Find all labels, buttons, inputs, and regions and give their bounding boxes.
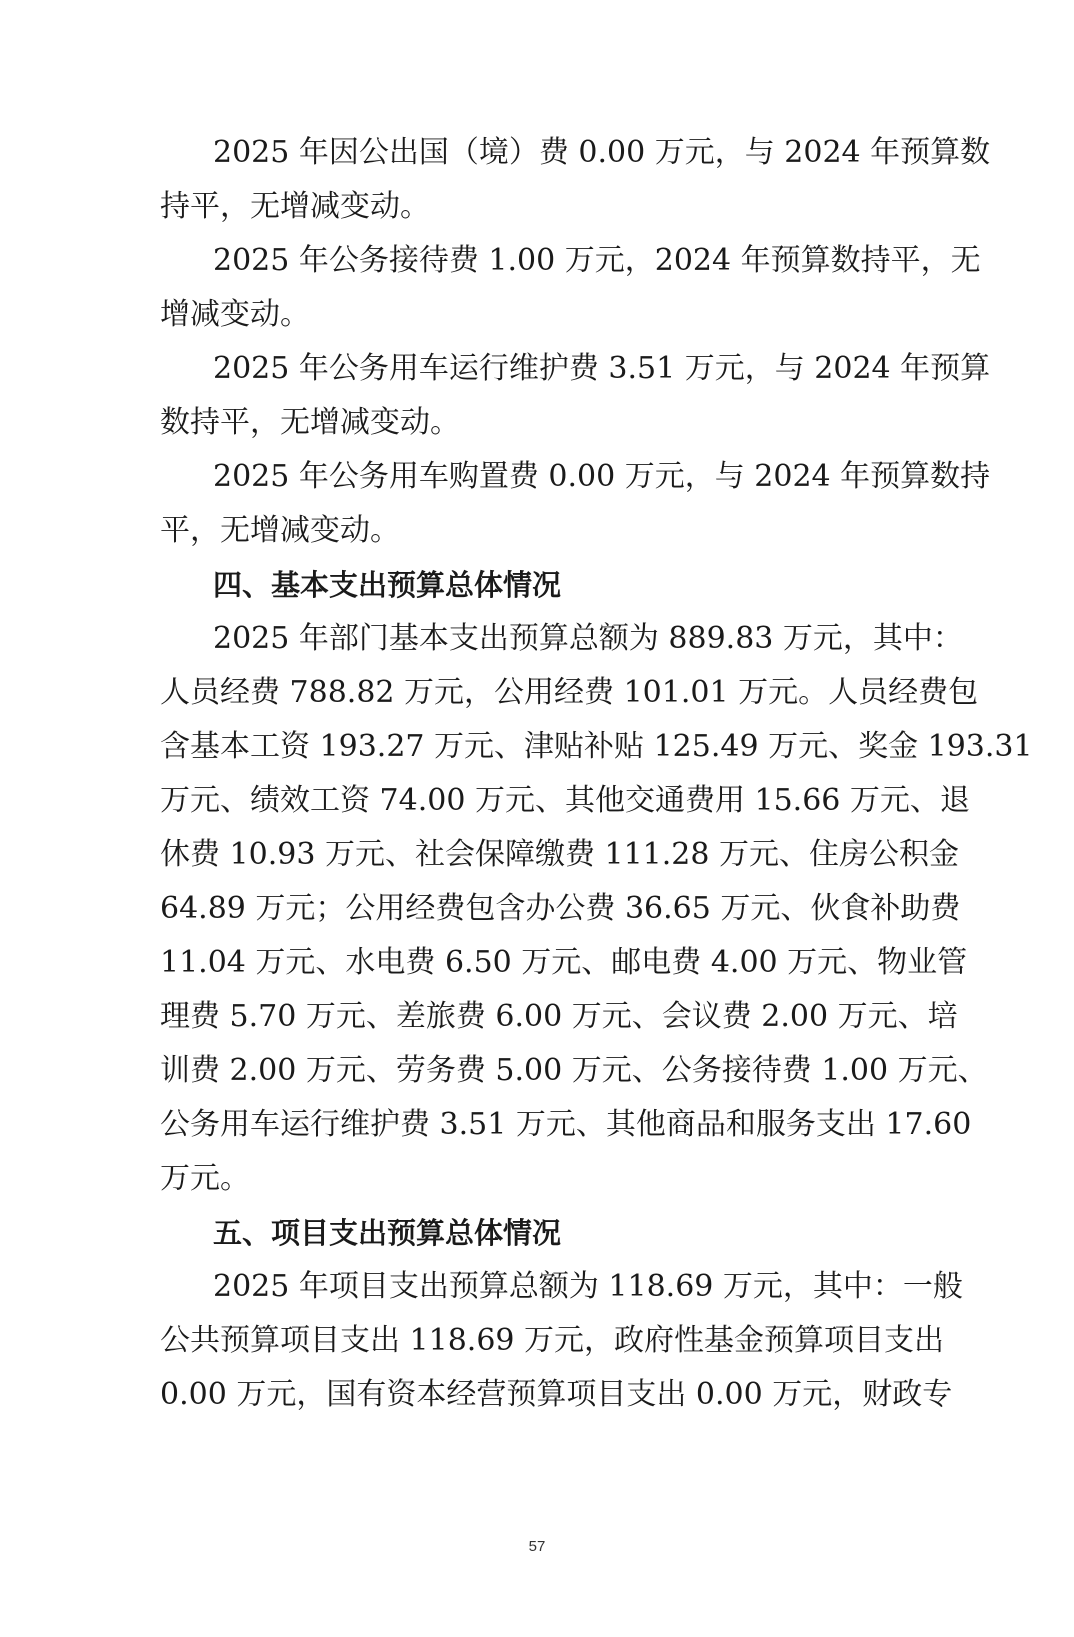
paragraph-line: 0.00 万元，国有资本经营预算项目支出 0.00 万元，财政专 bbox=[160, 1377, 953, 1412]
paragraph-line: 休费 10.93 万元、社会保障缴费 111.28 万元、住房公积金 bbox=[160, 837, 959, 872]
paragraph-line: 训费 2.00 万元、劳务费 5.00 万元、公务接待费 1.00 万元、 bbox=[160, 1053, 988, 1088]
section-heading: 四、基本支出预算总体情况 bbox=[213, 568, 562, 602]
page-number: 57 bbox=[528, 1538, 546, 1555]
paragraph-line: 含基本工资 193.27 万元、津贴补贴 125.49 万元、奖金 193.31 bbox=[160, 729, 1033, 764]
paragraph-line: 万元、绩效工资 74.00 万元、其他交通费用 15.66 万元、退 bbox=[160, 783, 970, 818]
paragraph-line: 11.04 万元、水电费 6.50 万元、邮电费 4.00 万元、物业管 bbox=[160, 945, 968, 980]
paragraph-line: 万元。 bbox=[160, 1161, 250, 1196]
paragraph-line: 公务用车运行维护费 3.51 万元、其他商品和服务支出 17.60 bbox=[160, 1107, 972, 1142]
paragraph-line: 理费 5.70 万元、差旅费 6.00 万元、会议费 2.00 万元、培 bbox=[160, 999, 958, 1034]
paragraph-line: 数持平，无增减变动。 bbox=[160, 405, 460, 440]
paragraph-line: 人员经费 788.82 万元，公用经费 101.01 万元。人员经费包 bbox=[160, 675, 979, 710]
paragraph-line: 64.89 万元；公用经费包含办公费 36.65 万元、伙食补助费 bbox=[160, 891, 961, 926]
paragraph-line: 增减变动。 bbox=[160, 297, 310, 332]
paragraph-line: 2025 年部门基本支出预算总额为 889.83 万元，其中： bbox=[213, 621, 963, 656]
paragraph-line: 公共预算项目支出 118.69 万元，政府性基金预算项目支出 bbox=[160, 1323, 945, 1358]
section-heading: 五、项目支出预算总体情况 bbox=[213, 1216, 562, 1250]
paragraph-line: 平，无增减变动。 bbox=[160, 513, 400, 548]
paragraph-line: 2025 年公务用车购置费 0.00 万元，与 2024 年预算数持 bbox=[213, 459, 991, 494]
paragraph-line: 2025 年公务接待费 1.00 万元，2024 年预算数持平，无 bbox=[213, 243, 981, 278]
paragraph-line: 持平，无增减变动。 bbox=[160, 189, 430, 224]
paragraph-line: 2025 年公务用车运行维护费 3.51 万元，与 2024 年预算 bbox=[213, 351, 991, 386]
paragraph-line: 2025 年项目支出预算总额为 118.69 万元，其中：一般 bbox=[213, 1269, 963, 1304]
paragraph-line: 2025 年因公出国（境）费 0.00 万元，与 2024 年预算数 bbox=[213, 135, 991, 170]
